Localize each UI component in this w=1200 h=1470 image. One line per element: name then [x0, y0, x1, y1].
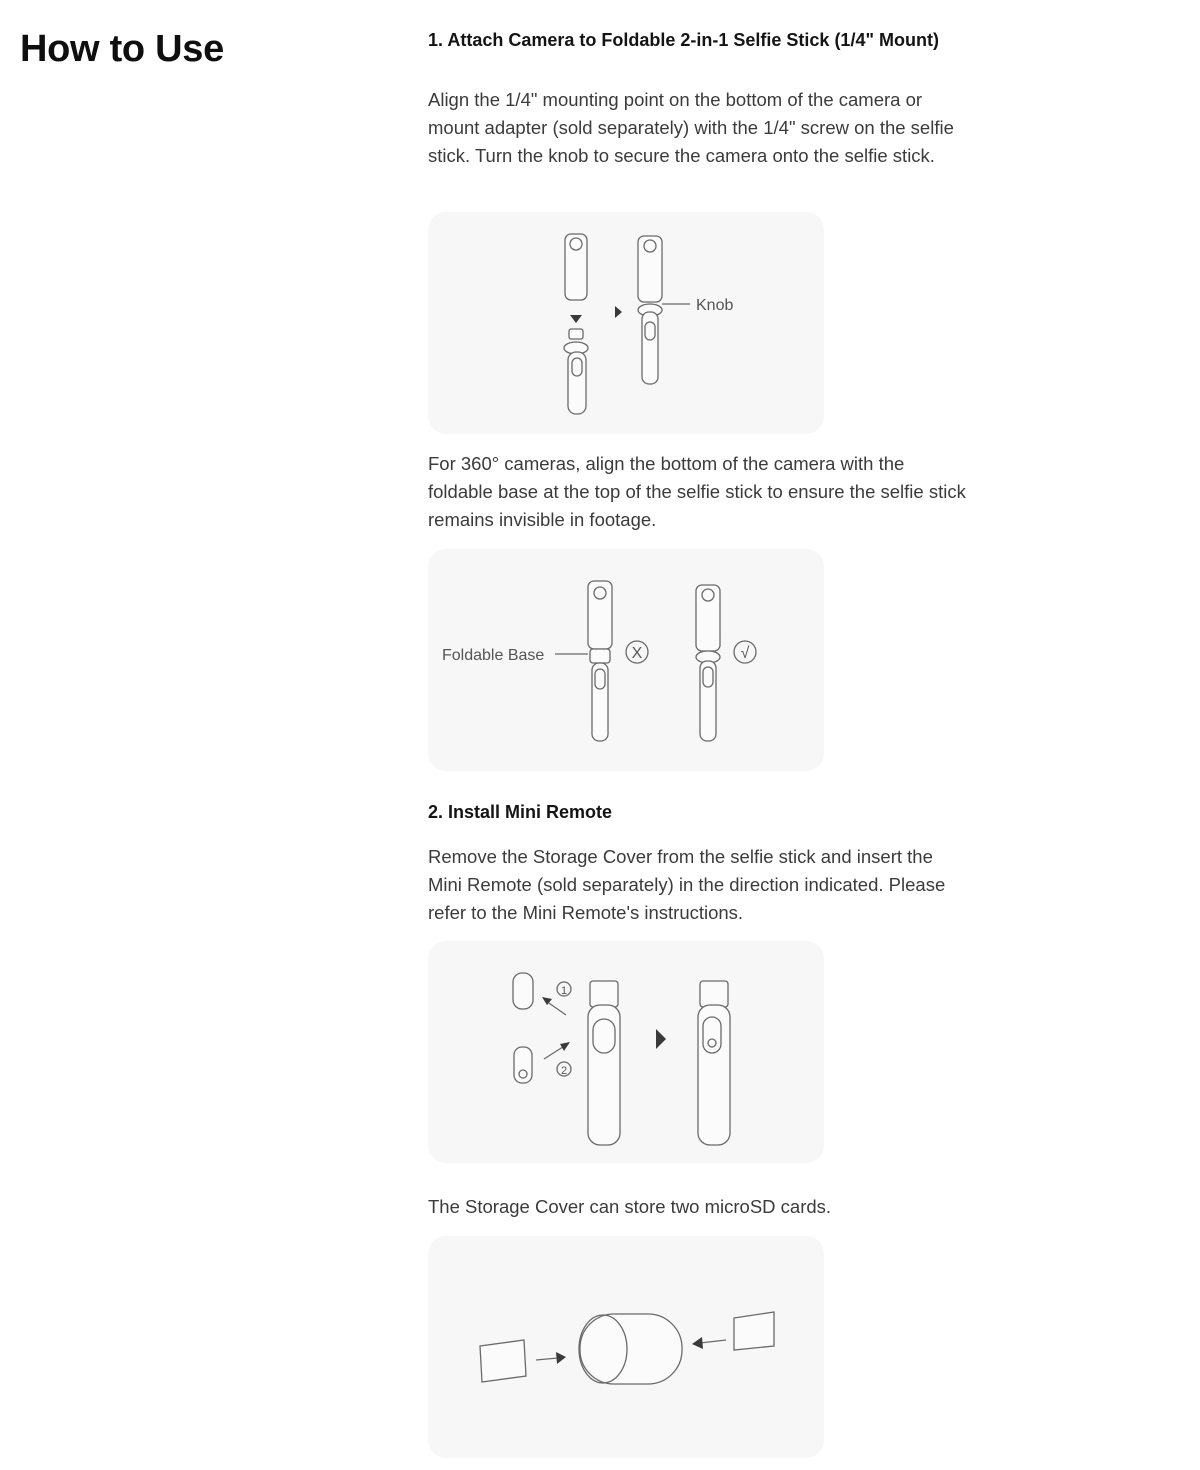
step-2-paragraph-2: The Storage Cover can store two microSD cards. — [428, 1196, 832, 1217]
knob-label: Knob — [696, 297, 734, 314]
figure-attach-camera — [428, 212, 824, 434]
wrong-mark: X — [631, 645, 643, 662]
right-mark: √ — [740, 645, 750, 662]
figure-install-remote — [428, 941, 824, 1163]
foldable-base-illustration — [428, 549, 824, 771]
step-mark-1: 1 — [560, 985, 568, 997]
step-mark-2: 2 — [560, 1065, 568, 1077]
figure-storage-cover — [428, 1236, 824, 1458]
step-1-paragraph-2: For 360° cameras, align the bottom of the camera with the foldable base at the top of the selfie stick to ensure the selfie stick remains invisible in footage. — [428, 453, 966, 530]
step-2-paragraph-1: Remove the Storage Cover from the selfie stick and insert the Mini Remote (sold separately) in the direction indicated. Please refer to the Mini Remote's instructions. — [428, 846, 946, 923]
attach-camera-illustration — [428, 212, 824, 434]
step-1-heading: 1. Attach Camera to Foldable 2-in-1 Selfie Stick (1/4" Mount) — [428, 30, 939, 50]
page-title: How to Use — [20, 28, 224, 70]
storage-cover-illustration — [428, 1236, 824, 1458]
step-2-heading: 2. Install Mini Remote — [428, 802, 613, 822]
foldable-base-label: Foldable Base — [442, 647, 545, 664]
install-remote-illustration — [428, 941, 824, 1163]
figure-foldable-base — [428, 549, 824, 771]
step-1-paragraph-1: Align the 1/4" mounting point on the bottom of the camera or mount adapter (sold separately) with the 1/4" screw on the selfie stick. Turn the knob to secure the camera onto the selfie stick. — [428, 89, 954, 166]
